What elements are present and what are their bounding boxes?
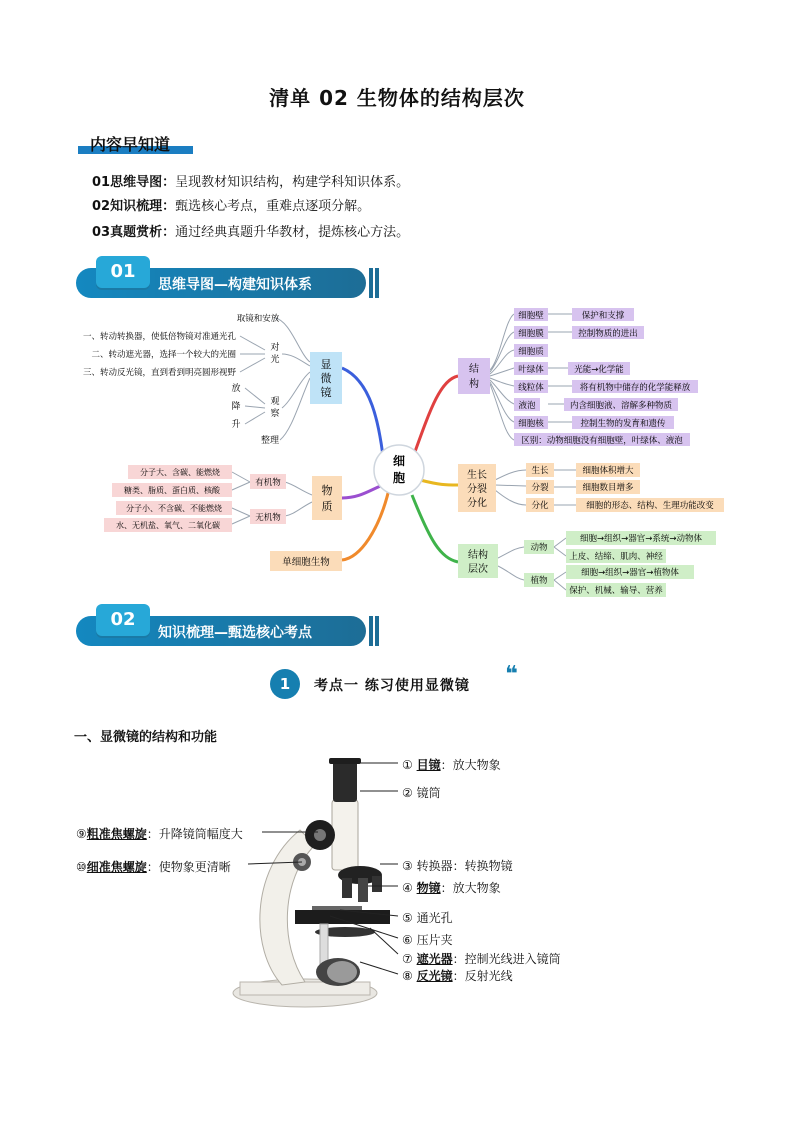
structure-item: 液泡 xyxy=(518,401,536,411)
banner-number: 01 xyxy=(96,256,150,288)
quote-icon: ❝ xyxy=(505,662,518,687)
structure-desc: 内含细胞液、溶解多种物质 xyxy=(569,401,673,411)
align-step-1: 一、转动转换器，使低倍物镜对准通光孔 xyxy=(82,332,236,342)
connector xyxy=(240,336,265,372)
banner-label: 思维导图—构建知识体系 xyxy=(158,277,312,293)
node-text: 构 xyxy=(469,379,479,390)
observe-step: 降 xyxy=(231,402,241,412)
banner-stripe xyxy=(375,616,379,646)
label-number: ④ xyxy=(402,881,413,895)
banner-number: 02 xyxy=(96,604,150,636)
structure-desc: 控制生物的发育和遗传 xyxy=(580,419,666,429)
connector xyxy=(285,502,312,516)
align-step-3: 三、转动反光镜，直到看到明亮圆形视野 xyxy=(82,368,236,378)
structure-item: 叶绿体 xyxy=(518,365,544,375)
label-diaphragm xyxy=(402,950,561,967)
label-desc: ：放大物象 xyxy=(440,758,501,772)
intro-text: 甄选核心考点，重难点逐项分解。 xyxy=(175,199,371,214)
label-number: ⑥ xyxy=(402,933,413,947)
banner-stripe xyxy=(369,268,373,298)
label-name: 物镜 xyxy=(416,881,441,895)
keypoint-number: 1 xyxy=(270,669,300,699)
connector xyxy=(412,495,458,562)
node-text: 生长 xyxy=(467,470,487,481)
growth-item: 分化 xyxy=(531,501,549,511)
label-converter xyxy=(402,857,513,874)
growth-item: 分裂 xyxy=(531,483,549,493)
page-title: 清单 02 生物体的结构层次 xyxy=(269,86,525,110)
node-text: 显 xyxy=(320,358,332,371)
observe-step: 放 xyxy=(231,384,241,394)
node-text: 质 xyxy=(321,500,333,513)
label-eyepiece xyxy=(402,756,501,773)
label-name: 通光孔 xyxy=(416,911,453,925)
connector xyxy=(554,538,566,590)
connector xyxy=(232,472,250,490)
label-hole xyxy=(402,909,453,926)
label-name: 压片夹 xyxy=(416,933,453,947)
label-name: 反光镜 xyxy=(416,969,453,983)
node-text: 有机物 xyxy=(255,478,281,488)
connector xyxy=(232,508,250,524)
mind-map xyxy=(0,300,794,596)
structure-item: 细胞质 xyxy=(518,347,544,357)
banner-knowledge xyxy=(76,610,378,646)
intro-text: 通过经典真题升华教材，提炼核心方法。 xyxy=(175,225,410,240)
label-desc: ：反射光线 xyxy=(452,969,513,983)
connector xyxy=(420,480,458,485)
intro-line-1 xyxy=(92,172,409,194)
intro-line-3 xyxy=(92,222,409,244)
structure-item: 线粒体 xyxy=(518,383,544,393)
label-name: 细准焦螺旋 xyxy=(86,860,147,874)
node-text: 微 xyxy=(320,372,332,385)
connector xyxy=(245,388,265,424)
growth-desc: 细胞数目增多 xyxy=(582,483,634,493)
leader-line xyxy=(330,916,398,938)
label-number: ⑨ xyxy=(76,827,87,841)
label-desc: ：放大物象 xyxy=(440,881,501,895)
label-tube xyxy=(402,784,441,801)
label-desc: ：使物象更清晰 xyxy=(146,860,231,874)
levels-animal: 动物 xyxy=(530,543,548,553)
banner-label: 知识梳理—甄选核心考点 xyxy=(158,625,312,641)
levels-plant: 植物 xyxy=(530,576,548,586)
intro-label: 03真题赏析： xyxy=(92,225,176,240)
node-text: 层次 xyxy=(468,564,488,575)
label-fine xyxy=(76,858,231,875)
intro-line-2 xyxy=(92,196,370,218)
levels-item: 上皮、结缔、肌肉、神经 xyxy=(569,552,663,562)
connector xyxy=(282,354,310,366)
label-number: ⑦ xyxy=(402,952,413,966)
connector xyxy=(412,376,458,460)
node-tidy: 整理 xyxy=(260,436,280,446)
matter-item-text: 糖类、脂质、蛋白质、核酸 xyxy=(124,486,220,495)
node-observe: 观 xyxy=(270,397,280,407)
section-tag xyxy=(78,132,193,156)
label-name: 转换器 xyxy=(416,859,453,873)
growth-desc: 细胞体积增大 xyxy=(582,466,634,476)
node-text: 单细胞生物 xyxy=(282,557,330,568)
node-align: 对 xyxy=(270,343,280,353)
intro-label: 01思维导图： xyxy=(92,175,176,190)
connector xyxy=(554,470,576,505)
leader-line xyxy=(370,928,398,954)
label-desc: ：升降镜筒幅度大 xyxy=(146,827,243,841)
label-number: ② xyxy=(402,786,413,800)
connector xyxy=(342,485,383,498)
label-number: ③ xyxy=(402,859,413,873)
center-char-1: 细 xyxy=(392,454,406,468)
connector xyxy=(495,470,526,505)
label-number: ⑩ xyxy=(76,860,87,874)
connector xyxy=(490,314,514,440)
levels-item: 细胞→组织→器官→系统→动物体 xyxy=(580,534,702,544)
node-text: 分化 xyxy=(467,498,487,509)
structure-desc: 保护和支撑 xyxy=(581,311,625,321)
connector xyxy=(498,547,524,580)
label-objective xyxy=(402,879,501,896)
intro-label: 02知识梳理： xyxy=(92,199,176,214)
connector xyxy=(275,318,310,362)
connector xyxy=(280,378,310,440)
sub-heading: 一、显微镜的结构和功能 xyxy=(74,730,218,745)
banner-stripe xyxy=(369,616,373,646)
structure-desc: 光能→化学能 xyxy=(574,365,624,375)
label-number: ⑧ xyxy=(402,969,413,983)
banner-mindmap xyxy=(76,262,378,298)
align-step-2: 二、转动遮光器，选择一个较大的光圈 xyxy=(91,350,236,360)
node-text: 分裂 xyxy=(467,484,487,495)
matter-item-text: 分子小、不含碳、不能燃烧 xyxy=(126,504,222,513)
growth-desc: 细胞的形态、结构、生理功能改变 xyxy=(586,501,714,511)
label-clip xyxy=(402,931,453,948)
leader-line xyxy=(248,862,302,864)
structure-desc: 控制物质的进出 xyxy=(578,329,638,339)
node-matter xyxy=(312,476,342,520)
keypoint-title: 考点一 练习使用显微镜 xyxy=(314,678,470,694)
tag-text: 内容早知道 xyxy=(90,135,171,154)
connector xyxy=(285,482,312,495)
label-name: 目镜 xyxy=(416,758,441,772)
levels-item: 保护、机械、输导、营养 xyxy=(569,586,663,596)
structure-item: 细胞核 xyxy=(518,419,544,429)
matter-item-text: 水、无机盐、氧气、二氧化碳 xyxy=(116,521,220,530)
node-align: 光 xyxy=(270,355,280,365)
structure-item: 细胞膜 xyxy=(518,329,544,339)
observe-step: 升 xyxy=(231,420,241,430)
label-name: 粗准焦螺旋 xyxy=(86,827,147,841)
label-desc: ：控制光线进入镜筒 xyxy=(452,952,561,966)
banner-stripe xyxy=(375,268,379,298)
label-number: ① xyxy=(402,758,413,772)
connector xyxy=(282,372,310,408)
structure-desc: 将有机物中储存的化学能释放 xyxy=(579,383,691,393)
label-coarse xyxy=(76,825,243,842)
structure-note: 区别：动物细胞没有细胞壁，叶绿体、液泡 xyxy=(521,436,683,446)
label-desc: ：转换物镜 xyxy=(452,859,513,873)
structure-item: 细胞壁 xyxy=(518,311,544,321)
leader-line xyxy=(340,910,398,916)
label-name: 镜筒 xyxy=(416,786,441,800)
node-text: 无机物 xyxy=(255,513,281,523)
node-text: 镜 xyxy=(320,386,332,399)
center-node xyxy=(374,445,424,495)
node-text: 结 xyxy=(469,364,479,375)
node-text: 物 xyxy=(321,484,333,497)
label-number: ⑤ xyxy=(402,911,413,925)
growth-item: 生长 xyxy=(531,466,549,476)
node-take: 取镜和安放 xyxy=(236,314,280,324)
keypoint-heading xyxy=(270,662,540,700)
node-text: 结构 xyxy=(468,550,488,561)
label-name: 遮光器 xyxy=(416,952,453,966)
center-char-2: 胞 xyxy=(392,471,406,485)
matter-item-text: 分子大、含碳、能燃烧 xyxy=(140,468,220,477)
node-observe: 察 xyxy=(270,409,280,419)
leader-line xyxy=(360,962,398,974)
intro-text: 呈现教材知识结构，构建学科知识体系。 xyxy=(175,175,410,190)
levels-item: 细胞→组织→器官→植物体 xyxy=(581,568,679,578)
label-mirror xyxy=(402,967,513,984)
